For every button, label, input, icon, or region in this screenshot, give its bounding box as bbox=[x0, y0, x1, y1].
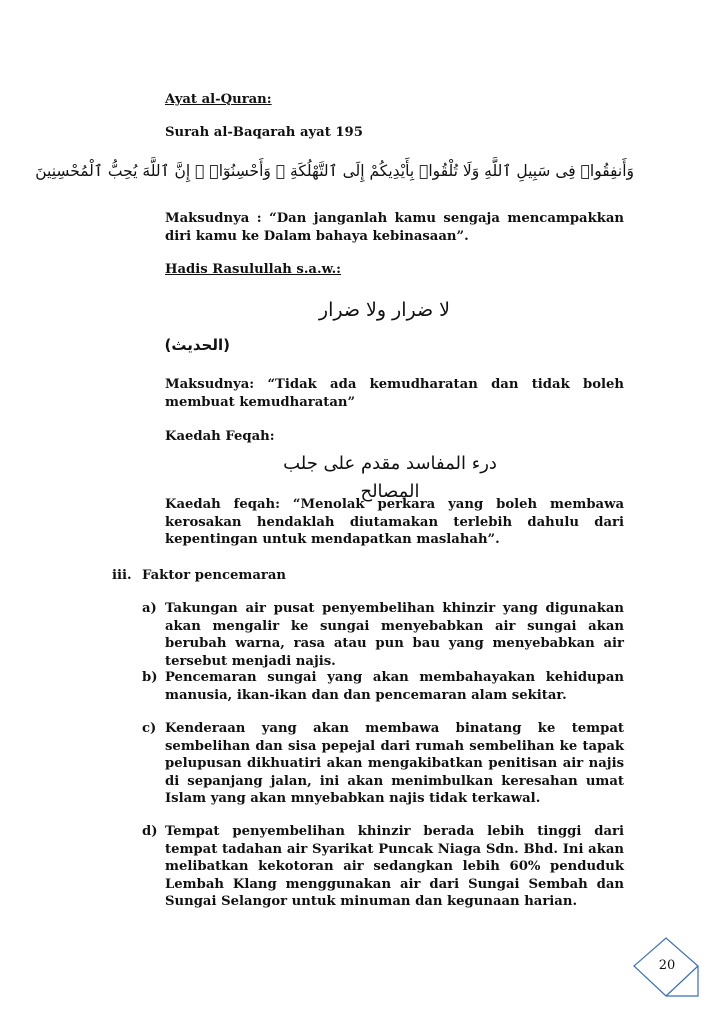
hadis-heading: Hadis Rasulullah s.a.w.: bbox=[165, 262, 342, 277]
section-numeral: iii. bbox=[112, 568, 132, 583]
kaedah-heading: Kaedah Feqah: bbox=[165, 429, 275, 444]
kaedah-meaning: Kaedah feqah: “Menolak perkara yang boleh membawa kerosakan hendaklah diutamakan terlebih dahulu dari kepentingan untuk mendapatkan maslahah”. bbox=[165, 497, 624, 547]
page-number: 20 bbox=[658, 958, 676, 973]
list-marker: c) bbox=[142, 721, 157, 736]
quran-meaning: Maksudnya : “Dan janganlah kamu sengaja mencampakkan diri kamu ke Dalam bahaya kebinasaan”. bbox=[165, 211, 624, 244]
list-item-text: Pencemaran sungai yang akan membahayakan kehidupan manusia, ikan-ikan dan dan pencemaran alam sekitar. bbox=[165, 670, 624, 703]
list-marker: b) bbox=[142, 670, 158, 685]
list-marker: a) bbox=[142, 601, 157, 616]
list-item-text: Kenderaan yang akan membawa binatang ke tempat sembelihan dan sisa pepejal dari rumah sembelihan ke tapak pelupusan dikhuatiri akan mengakibatkan penitisan air najis di sepanjang jalan, ini akan menimbulkan keresahan umat Islam yang akan mnyebabkan najis tidak terkawal. bbox=[165, 721, 624, 806]
list-marker: d) bbox=[142, 824, 158, 839]
hadis-arabic-text: لا ضرار ولا ضرار bbox=[318, 299, 450, 321]
list-item-text: Takungan air pusat penyembelihan khinzir yang digunakan akan mengalir ke sungai menyebabkan air sungai akan berubah warna, rasa atau pun bau yang menyebabkan air tersebut menjadi najis. bbox=[165, 601, 624, 669]
quran-arabic-verse: وَأَنفِقُوا۟ فِى سَبِيلِ ٱللَّهِ وَلَا تُلْقُوا۟ بِأَيْدِيكُمْ إِلَى ٱلتَّهْلُكَةِ ۛ وَأَحْسِنُوٓا۟ ۛ إِنَّ ٱللَّهَ يُحِبُّ ٱلْمُحْسِنِينَ bbox=[35, 162, 634, 180]
surah-reference: Surah al-Baqarah ayat 195 bbox=[165, 125, 363, 140]
section-title: Faktor pencemaran bbox=[142, 568, 286, 583]
quran-heading: Ayat al-Quran: bbox=[165, 92, 272, 107]
kaedah-arabic-text: درء المفاسد مقدم على جلب المصالح bbox=[283, 453, 497, 502]
hadis-source: (الحديث) bbox=[164, 336, 230, 354]
list-item-text: Tempat penyembelihan khinzir berada lebih tinggi dari tempat tadahan air Syarikat Puncak Niaga Sdn. Bhd. Ini akan melibatkan kekotoran air sedangkan lebih 60% penduduk Lembah Klang menggunakan air dari Sungai Sembah dan Sungai Selangor untuk minuman dan kegunaan harian. bbox=[165, 824, 624, 909]
hadis-meaning: Maksudnya: “Tidak ada kemudharatan dan tidak boleh membuat kemudharatan” bbox=[165, 377, 624, 410]
